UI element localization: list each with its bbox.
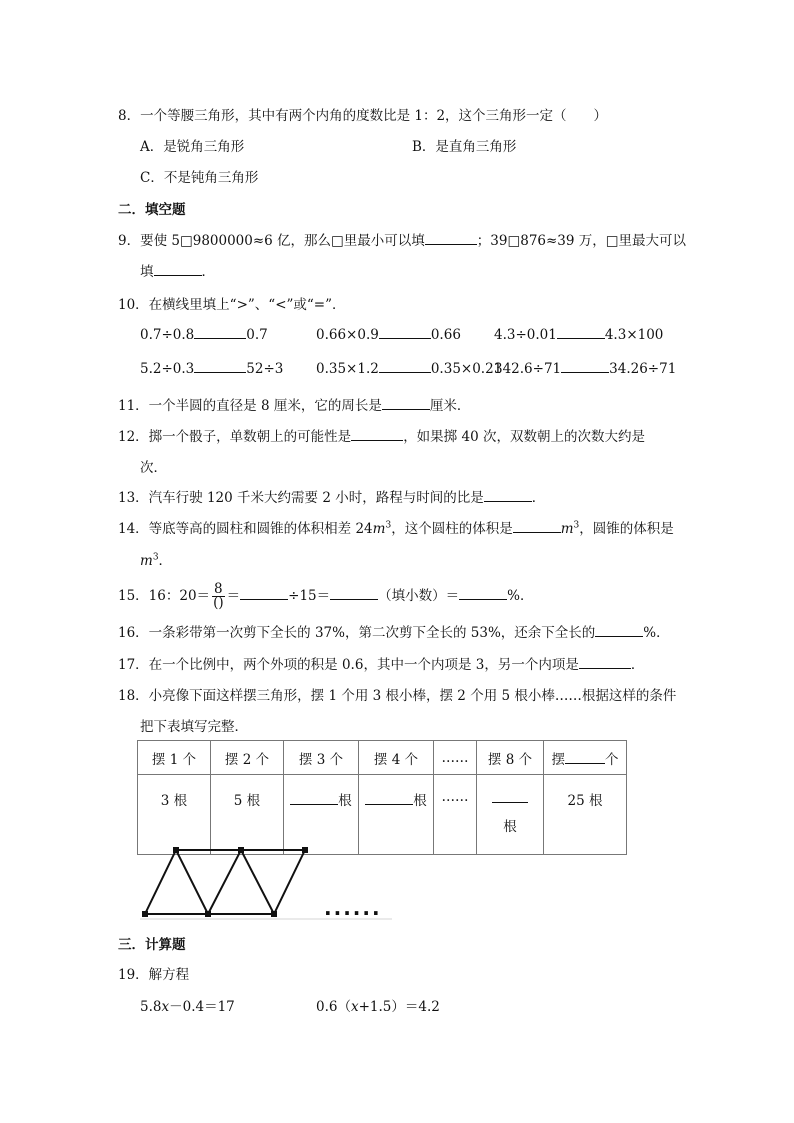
q8-option-b: B．是直角三角形 [412, 139, 517, 155]
q9-text-1: 9．要使 5□9800000≈6 亿，那么□里最小可以填 [118, 233, 425, 249]
table-cell: 摆 3 个 [284, 741, 359, 775]
q19-title: 19．解方程 [118, 967, 190, 983]
table-cell: 摆 4 个 [359, 741, 434, 775]
q10-blank[interactable] [379, 325, 431, 339]
q14-line1: 14．等底等高的圆柱和圆锥的体积相差 $24m^3$，这个圆柱的体积是 $m^3$，圆锥的体积是 [118, 520, 674, 537]
q11: 11．一个半圆的直径是 8 厘米，它的周长是 厘米． [118, 398, 471, 414]
q13: 13．汽车行驶 120 千米大约需要 2 小时，路程与时间的比是 ． [118, 490, 546, 506]
table-cell: …… [434, 775, 477, 855]
table-cell: 摆 8 个 [477, 741, 544, 775]
q18-blank-count[interactable] [565, 750, 605, 764]
q17: 17．在一个比例中，两个外项的积是 0.6，其中一个内项是 3，另一个内项是 ． [118, 657, 645, 673]
section-heading-fill-in: 二．填空题 [118, 202, 186, 218]
q10-blank[interactable] [194, 359, 246, 373]
q9-blank-1[interactable] [425, 231, 477, 245]
q9-blank-2[interactable] [154, 262, 202, 276]
q15-blank-3[interactable] [459, 586, 507, 600]
q16-blank[interactable] [595, 623, 643, 637]
table-cell: 根 [359, 775, 434, 855]
q18-blank-4[interactable] [365, 791, 413, 805]
q16: 16．一条彩带第一次剪下全长的 37%，第二次剪下全长的 53%，还余下全长的 %． [118, 625, 670, 641]
q15: 15．16：20＝ $\frac{8}{()}$ ＝ ÷15＝ （填小数）＝ %． [118, 581, 534, 611]
table-cell: …… [434, 741, 477, 775]
q8-option-c: C．不是钝角三角形 [140, 170, 259, 186]
q17-blank[interactable] [579, 655, 631, 669]
q18-line2: 把下表填写完整． [140, 719, 248, 735]
q8-stem: 8．一个等腰三角形，其中有两个内角的度数比是 1：2，这个三角形一定（ ） [118, 108, 608, 124]
q12-line2: 次． [140, 460, 167, 476]
section-heading-calculation: 三．计算题 [118, 937, 186, 953]
q8-option-a: A．是锐角三角形 [140, 139, 245, 155]
q9-text-4: ． [201, 264, 215, 280]
q10-item: 4.3÷0.01 4.3×100 [494, 327, 664, 343]
triangle-sticks-figure [140, 843, 400, 928]
table-cell: 摆 1 个 [138, 741, 211, 775]
q18-blank-8[interactable] [492, 789, 528, 803]
q10-item: 0.35×1.2 0.35×0.21 [316, 361, 503, 377]
q18-table [137, 740, 627, 855]
q14-blank-1[interactable] [513, 519, 561, 533]
q15-fraction: $\frac{8}{()}$ [213, 581, 224, 611]
q18-blank-3[interactable] [290, 791, 338, 805]
q11-blank[interactable] [382, 396, 430, 410]
q9-line2 [140, 260, 215, 280]
q19-equation-2: 0.6（x+1.5）＝4.2 [316, 999, 440, 1015]
q10-item: 5.2÷0.3 52÷3 [140, 361, 284, 377]
table-cell: 25 根 [544, 775, 627, 855]
q10-item: 0.66×0.9 0.66 [316, 327, 461, 343]
table-cell: 根 [477, 775, 544, 855]
q9-line1 [118, 229, 686, 249]
table-cell: 根 [284, 775, 359, 855]
q10-stem: 10．在横线里填上“>”、“<”或“=”． [118, 297, 346, 313]
q13-blank[interactable] [484, 488, 532, 502]
table-cell: 摆 2 个 [211, 741, 284, 775]
q14-line2: $m^3$． [140, 552, 173, 569]
q15-blank-2[interactable] [330, 586, 378, 600]
table-header-row [138, 741, 627, 775]
q10-blank[interactable] [561, 359, 609, 373]
q19-equation-1: 5.8x－0.4＝17 [140, 999, 235, 1015]
figure-ellipsis: ...... [324, 896, 382, 920]
table-cell: 5 根 [211, 775, 284, 855]
q10-blank[interactable] [379, 359, 431, 373]
q10-item: 342.6÷71 34.26÷71 [494, 361, 677, 377]
q18-line1: 18．小亮像下面这样摆三角形，摆 1 个用 3 根小棒，摆 2 个用 5 根小棒……根据这样的条件 [118, 688, 677, 704]
q10-item: 0.7÷0.8 0.7 [140, 327, 268, 343]
q9-text-2: ；39□876≈39 万，□里最大可以 [476, 233, 687, 249]
q10-blank[interactable] [557, 325, 605, 339]
q15-blank-1[interactable] [240, 586, 288, 600]
q12-line1: 12．掷一个骰子，单数朝上的可能性是 ，如果掷 40 次，双数朝上的次数大约是 [118, 429, 645, 445]
q9-text-3: 填 [140, 264, 154, 280]
q10-blank[interactable] [194, 325, 246, 339]
table-cell: 摆 个 [544, 741, 627, 775]
q12-blank[interactable] [351, 427, 403, 441]
table-cell: 3 根 [138, 775, 211, 855]
